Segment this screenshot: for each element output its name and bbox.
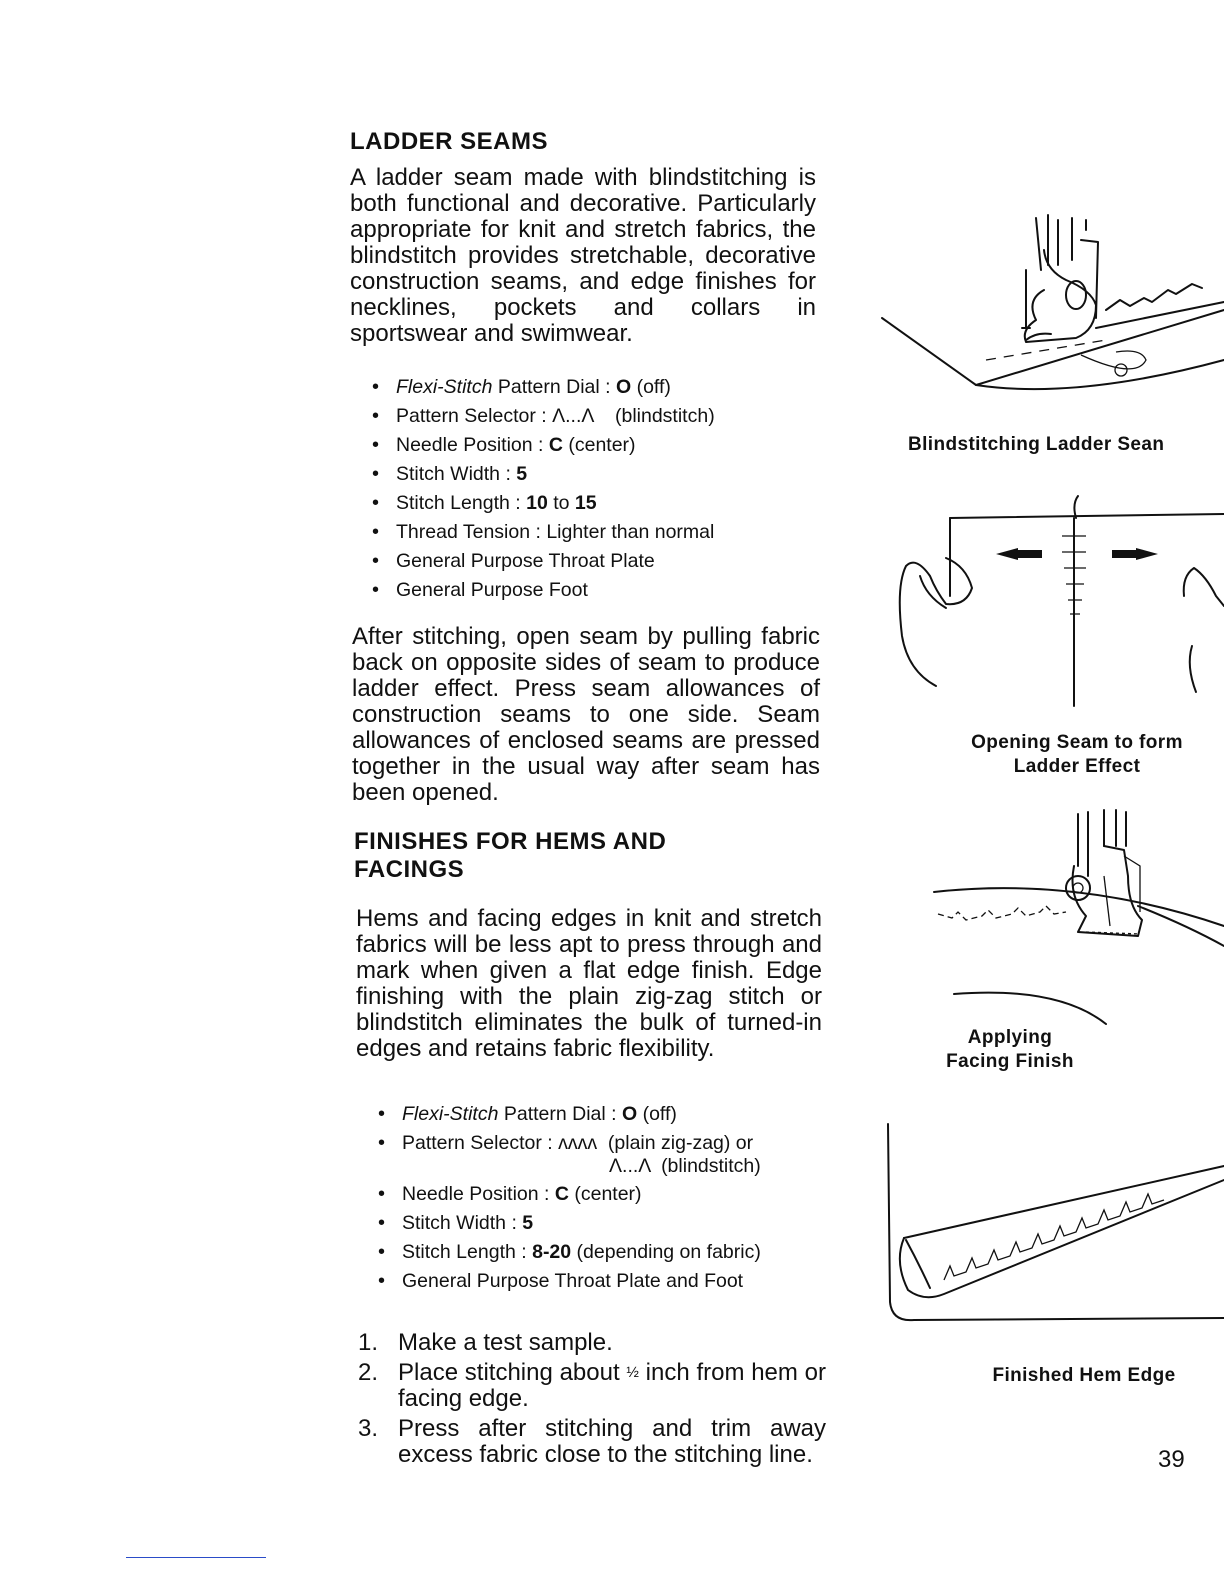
hems-settings-list — [376, 1100, 761, 1296]
list-item: • Flexi-Stitch Pattern Dial : O (off) — [376, 1100, 761, 1129]
fig1-caption: Blindstitching Ladder Sean — [908, 434, 1165, 455]
ladder-after-text: After stitching, open seam by pulling fabric back on opposite sides of seam to produce ladder effect. Press seam allowances of construction seams to one side. Seam allowances of enclosed seams are pressed together in the usual way after seam has been opened. — [352, 623, 820, 806]
list-item: • Stitch Width : 5 — [376, 1209, 761, 1238]
ladder-seam-illustration — [876, 210, 1224, 410]
list-item: • Stitch Length : 8-20 (depending on fabric) — [376, 1238, 761, 1267]
hems-heading: FINISHES FOR HEMS AND FACINGS — [354, 828, 667, 883]
list-item: • Flexi-Stitch Pattern Dial : O (off) — [370, 373, 715, 402]
bottom-divider — [126, 1557, 266, 1558]
opening-seam-illustration — [886, 496, 1224, 712]
list-item: • General Purpose Throat Plate and Foot — [376, 1267, 761, 1296]
list-item: 3. Press after stitching and trim away excess fabric close to the stitching line. — [358, 1415, 826, 1468]
hem-edge-illustration — [884, 1122, 1224, 1326]
list-item: • Stitch Width : 5 — [370, 460, 715, 489]
list-item: • Pattern Selector : Λ...Λ (blindstitch) — [370, 402, 715, 431]
blindstitch-symbol: Λ...Λ — [552, 405, 594, 427]
list-item: • General Purpose Foot — [370, 576, 715, 605]
list-item: • Stitch Length : 10 to 15 — [370, 489, 715, 518]
list-item: • Needle Position : C (center) — [370, 431, 715, 460]
hems-intro: Hems and facing edges in knit and stretch fabrics will be less apt to press through and mark when given a flat edge finish. Edge finishing with the plain zig-zag stitch or blindstitch eliminates the bulk of turned-in edges and retains fabric flexibility. — [356, 905, 822, 1062]
ladder-heading: LADDER SEAMS — [350, 128, 549, 155]
ladder-settings-list — [370, 373, 715, 605]
facing-finish-illustration — [928, 806, 1224, 1034]
zigzag-symbol: ᴧᴧᴧᴧ — [558, 1132, 598, 1154]
list-item: • Thread Tension : Lighter than normal — [370, 518, 715, 547]
fig3-caption: Applying Facing Finish — [946, 1027, 1074, 1072]
list-item: • General Purpose Throat Plate — [370, 547, 715, 576]
list-item: 2. Place stitching about ½ inch from hem or facing edge. — [358, 1359, 826, 1412]
fig2-caption: Opening Seam to form Ladder Effect — [971, 732, 1183, 777]
page-number: 39 — [1158, 1446, 1185, 1473]
list-item: • Needle Position : C (center) — [376, 1180, 761, 1209]
list-item: 1. Make a test sample. — [358, 1329, 613, 1356]
fig4-caption: Finished Hem Edge — [992, 1365, 1176, 1386]
hems-steps — [358, 1330, 826, 1472]
ladder-intro: A ladder seam made with blindstitching is both functional and decorative. Particularly appropriate for knit and stretch fabrics, the blindstitch provides stretchable, decorative construction seams, and edge finishes for necklines, pockets and collars in sportswear and swimwear. — [350, 164, 816, 347]
list-item: • Pattern Selector : ᴧᴧᴧᴧ (plain zig-zag) or Λ...Λ (blindstitch) — [376, 1129, 761, 1158]
